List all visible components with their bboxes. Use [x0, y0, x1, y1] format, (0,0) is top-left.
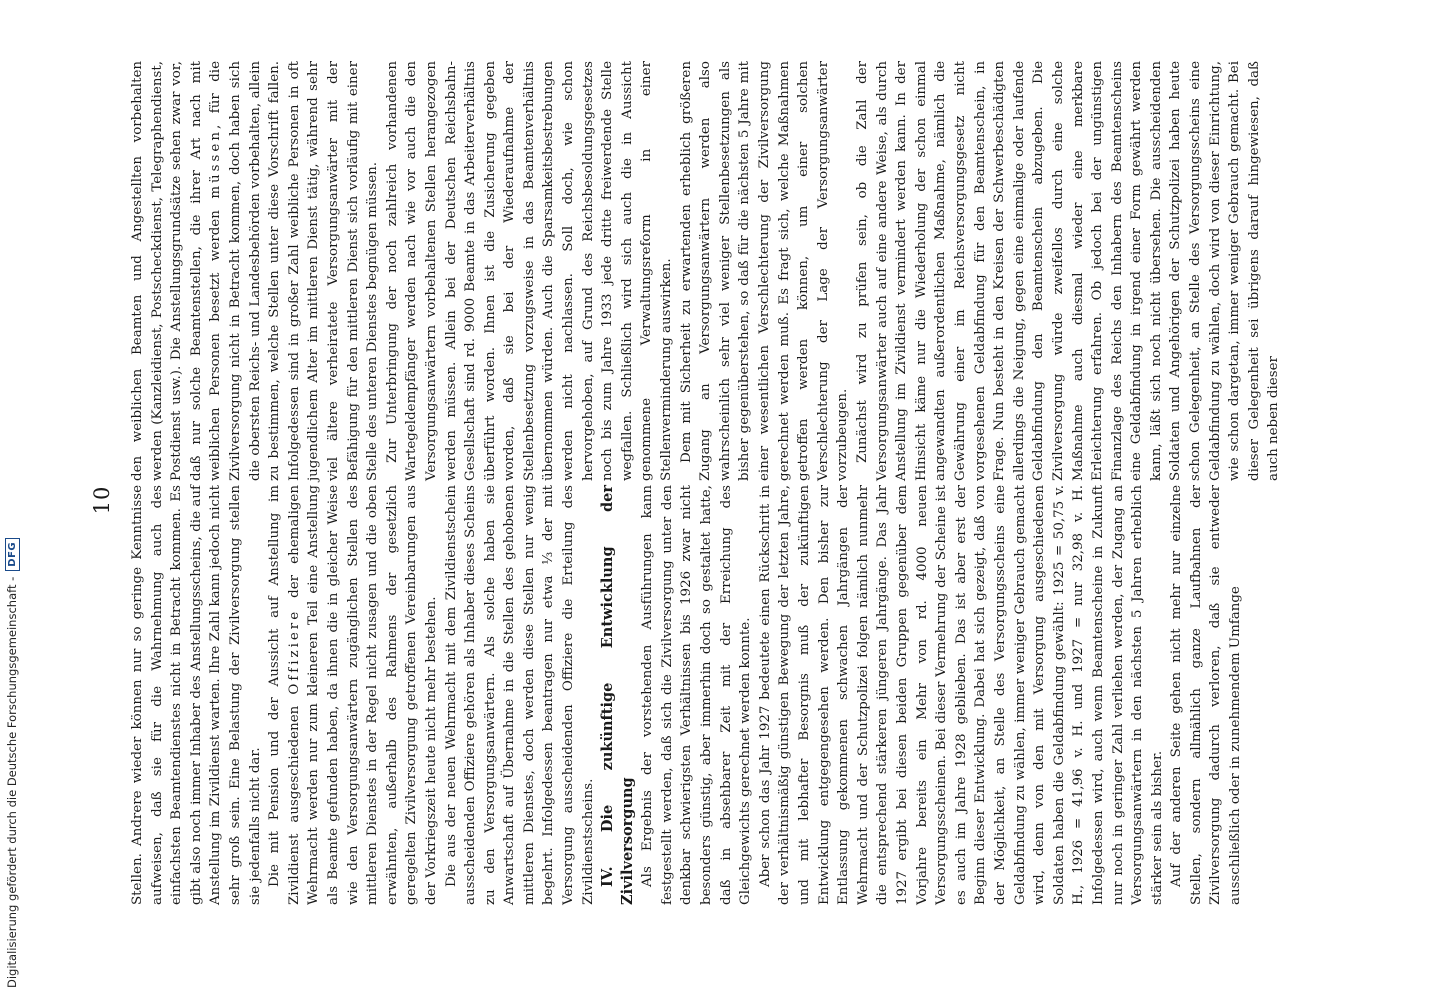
paragraph: Dem mit Sicherheit zu erwartenden erheblich größeren Zugang an Versorgungsanwärtern werden also wahrscheinlich sehr viel weniger Stellenbesetzungen als bisher gegenüberstehen, so daß für die nächsten 5 Jahre mit einer wesentlichen Verschlechterung der Zivilversorgung gerechnet werden muß. Es fragt sich, welche Maßnahmen getroffen werden können, um einer solchen Verschlechterung der Lage der Versorgungsanwärter vorzubeugen.: [678, 61, 851, 481]
right-column: [128, 61, 1284, 481]
digitization-footer: [0, 0, 24, 1000]
dfg-logo: DFG: [5, 538, 20, 571]
paragraph-text: der ehemaligen Wehrmacht werden nur zum kleineren Teil eine Anstellung als Beamte gefunden haben, da ihnen die in gleicher Weise wie den Versorgungsanwärtern zugänglichen Stellen des mittleren Dienstes in der Regel nicht zusagen und die oben erwähnten, außerhalb des Rahmens der gesetzlich geregelten Zivilversorgung getroffenen Vereinbarungen aus der Vorkriegszeit heute nicht mehr bestehen.: [286, 485, 439, 905]
paragraph: Auf der anderen Seite gehen nicht mehr nur einzelne Stellen, sondern allmählich ganze Laufbahnen der Zivilversorgung dadurch verloren, daß sie entweder ausschließlich oder in zunehmendem Umfange: [1169, 485, 1244, 905]
paragraph: Als Ergebnis der vorstehenden Ausführungen kann festgestellt werden, daß sich die Zivilversorgung unter den denkbar schwierigsten Verhältnissen bis 1926 zwar nicht besonders günstig, aber immerhin doch so gestaltet hatte, daß in absehbarer Zeit mit der Erreichung des Gleichgewichts gerechnet werden konnte.: [640, 485, 754, 905]
emphasis-text: müssen: [208, 129, 224, 199]
paragraph: Die aus der neuen Wehrmacht mit dem Zivildienstschein ausscheidenden Offiziere gehören als Inhaber dieses Scheins zu den Versorgungsanwärtern. Als solche haben sie Anwartschaft auf Übernahme in die Stellen des gehobenen mittleren Dienstes, doch werden diese Stellen nur wenig begehrt. Infolgedessen beantragen nur etwa ⅓ der mit Versorgung ausscheidenden Offiziere die Erteilung des Zivildienstscheins.: [443, 485, 596, 905]
paragraph: [128, 61, 383, 481]
paragraph-text: , für die Zivilversorgung nicht in Betracht kommen, doch haben sich die obersten Reichs- und Landesbehörden vorbehalten, allein zu bestimmen, welche Stellen unter diese Vorschrift fallen. Infolgedessen sind in großer Zahl weibliche Personen in oft jugendlichem Alter im mittleren Dienst tätig, während sehr viel ältere verheiratete Versorgungsanwärter mit der Befähigung für den mittleren Dienst sich vorläufig mit einer Stelle des unteren Dienstes begnügen müssen.: [208, 60, 381, 481]
paragraph: Zur Unterbringung der noch zahlreich vorhandenen Wartegeldempfänger werden nach wie vor auch die den Versorgungsanwärtern vorbehaltenen Stellen herangezogen werden müssen. Allein bei der Deutschen Reichsbahn-Gesellschaft sind rd. 9000 Beamte in das Arbeiterverhältnis überführt worden. Ihnen ist die Zusicherung gegeben worden, daß sie bei der Wiederaufnahme der Stellenbesetzung vorzugsweise in das Beamtenverhältnis übernommen würden. Auch die Sparsamkeitsbestrebungen werden nicht nachlassen. Soll doch, wie schon hervorgehoben, auf Grund des Reichsbesoldungsgesetzes noch bis zum Jahre 1933 jede dritte freiwerdende Stelle wegfallen. Schließlich wird sich auch die in Aussicht genommene Verwaltungsreform in einer Stellenverminderung auswirken.: [384, 61, 675, 481]
footer-text: Digitalisierung gefördert durch die Deutsche Forschungsgemeinschaft -: [5, 576, 19, 988]
left-column: [128, 485, 1246, 905]
paragraph: Aber schon das Jahr 1927 bedeutete einen Rückschritt in der verhältnismäßig günstigen Bewegung der letzten Jahre, und mit lebhafter Besorgnis muß der zukünftigen Entwicklung entgegengesehen werden. Den bisher zur Entlassung gekommenen schwachen Jahrgängen der Wehrmacht und der Schutzpolizei folgen nämlich nunmehr die entsprechend stärkeren jüngeren Jahrgänge. Das Jahr 1927 ergibt bei diesen beiden Gruppen gegenüber dem Vorjahre bereits ein Mehr von rd. 4000 neuen Versorgungsscheinen. Bei dieser Vermehrung der Scheine ist es auch im Jahre 1928 geblieben. Das ist aber erst der Beginn dieser Entwicklung. Dabei hat sich gezeigt, daß von der Möglichkeit, an Stelle des Versorgungsscheins eine Geldabfindung zu wählen, immer weniger Gebrauch gemacht wird, denn von den mit Versorgung ausgeschiedenen Soldaten haben die Geldabfindung gewählt: 1925 = 50,75 v. H., 1926 = 41,96 v. H. und 1927 = nur 32,98 v. H. Infolgedessen wird, auch wenn Beamtenscheine in Zukunft nur noch in geringer Zahl verliehen werden, der Zugang an Versorgungsanwärtern in den nächsten 5 Jahren erheblich stärker sein als bisher.: [757, 485, 1165, 905]
paragraph: Zunächst wird zu prüfen sein, ob die Zahl der Versorgungsanwärter auch auf eine andere Weise, als durch Anstellung im Zivildienst vermindert werden kann. In der Hinsicht käme nur die Wiederholung der schon einmal angewandten außerordentlichen Maßnahme, nämlich die Gewährung einer im Reichsversorgungsgesetz nicht vorgesehenen Geldabfindung für den Beamtenschein, in Frage. Nun besteht in den Kreisen der Schwerbeschädigten allerdings die Neigung, gegen eine einmalige oder laufende Geldabfindung den Beamtenschein abzugeben. Die Zivilversorgung würde zweifellos durch eine solche Maßnahme auch diesmal wieder eine merkbare Erleichterung erfahren. Ob jedoch bei der ungünstigen Finanzlage des Reichs den Inhabern des Beamtenscheins eine Geldabfindung in irgend einer Form gewährt werden kann, läßt sich noch nicht übersehen. Die ausscheidenden Soldaten und Angehörigen der Schutzpolizei haben heute schon Gelegenheit, an Stelle des Versorgungsscheins eine Geldabfindung zu wählen, doch wird von dieser Einrichtung, wie schon dargetan, immer weniger Gebrauch gemacht. Bei dieser Gelegenheit sei übrigens darauf hingewiesen, daß auch neben dieser: [854, 61, 1282, 481]
page-number: 10: [90, 485, 114, 515]
emphasis-text: Offiziere: [286, 608, 302, 695]
paragraph-text: den weiblichen Beamten und Angestellten vorbehalten werden (Kanzleidienst, Postscheckdienst, Telegraphendienst, Postdienst usw.). Die Anstellungsgrundsätze sehen zwar vor, daß nur solche Beamtenstellen, die ihrer Art nach mit weiblichen Personen besetzt werden: [130, 61, 224, 481]
section-heading: IV. Die zukünftige Entwicklung der Zivilversorgung: [599, 485, 637, 905]
paragraph: Stellen. Andrere wieder können nur so geringe Kenntnisse aufweisen, daß sie für die Wahrnehmung auch des einfachsten Beamtendienstes nicht in Betracht kommen. Es gibt also noch immer Inhaber des Anstellungsscheins, die auf Anstellung im Zivildienst warten. Ihre Zahl kann jedoch nicht sehr groß sein. Eine Belastung der Zivilversorgung stellen sie jedenfalls nicht dar.: [130, 485, 263, 905]
paragraph: [265, 485, 441, 905]
paragraph-text: Die mit Pension und der Aussicht auf Anstellung im Zivildienst ausgeschiedenen: [267, 485, 302, 905]
